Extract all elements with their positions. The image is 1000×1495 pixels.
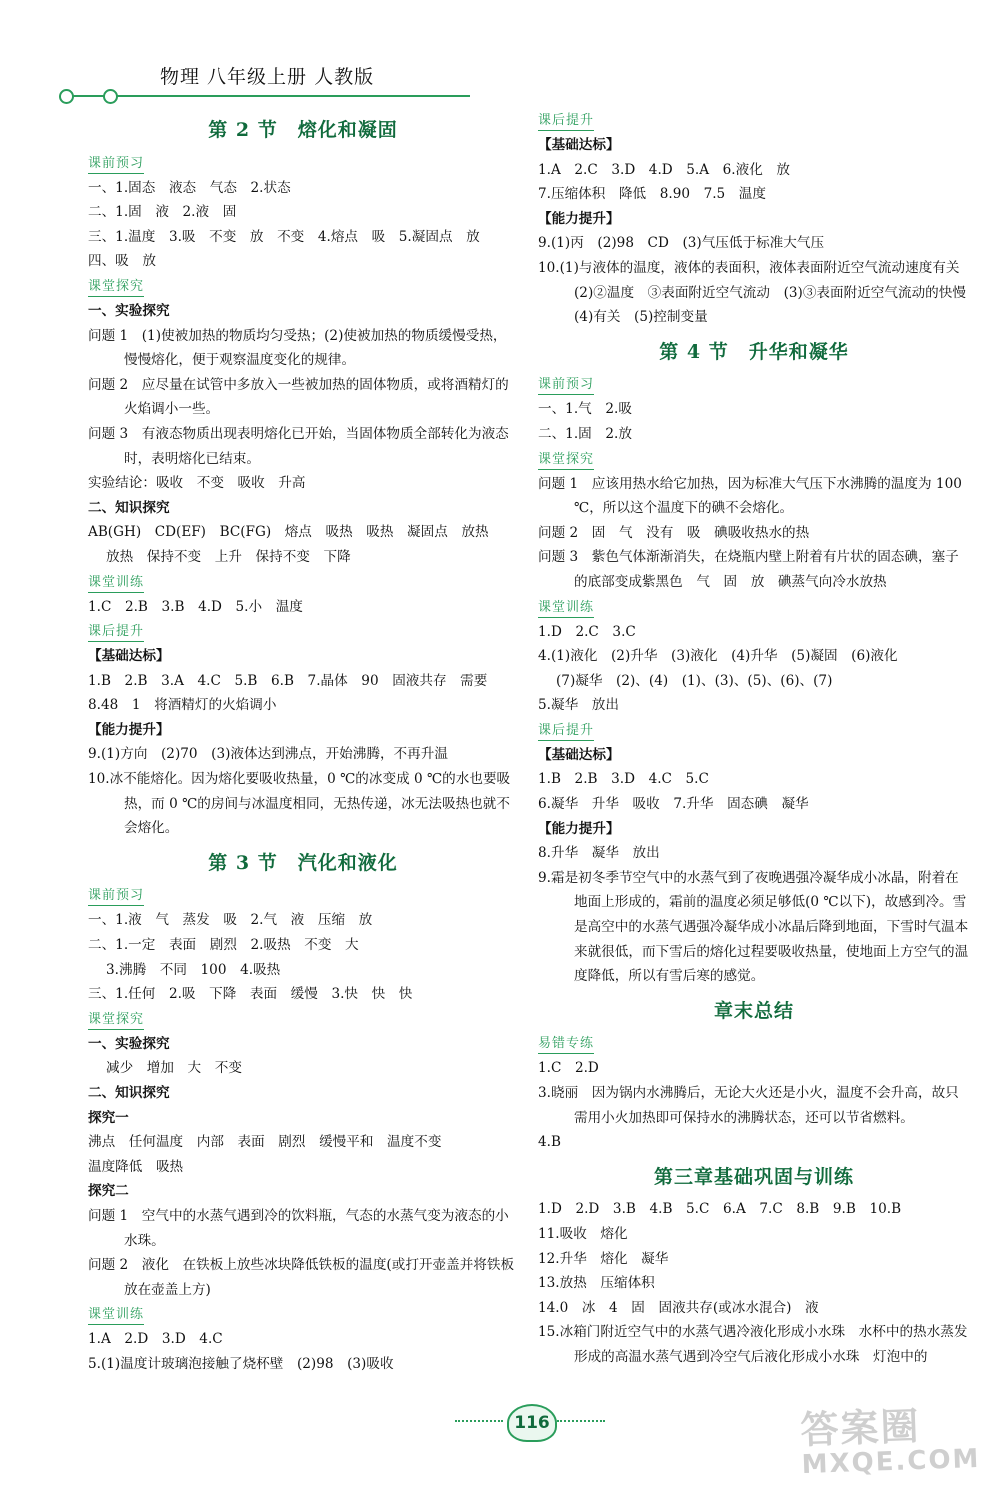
answer-line: 1.A 2.C 3.D 4.D 5.A 6.液化 放 bbox=[538, 161, 790, 178]
left-column bbox=[88, 108, 518, 1377]
answer-paragraph: 3.晓丽 因为锅内水沸腾后，无论大火还是小火，温度不会升高，故只需用小火加热即可保持水的沸腾状态，还可以节省燃料。 bbox=[538, 1085, 959, 1126]
answer-line: 5.(1)温度计玻璃泡接触了烧杯壁 (2)98 (3)吸收 bbox=[88, 1355, 394, 1372]
page-number: 116 bbox=[507, 1404, 557, 1442]
answer-paragraph: 问题 3 有液态物质出现表明熔化已开始，当固体物质全部转化为液态时，表明熔化已结束。 bbox=[88, 425, 509, 467]
page-number-dots bbox=[455, 1420, 503, 1422]
answer-line: 9.(1)丙 (2)98 CD (3)气压低于标准大气压 bbox=[538, 235, 825, 252]
answer-line: 7.压缩体积 降低 8.90 7.5 温度 bbox=[538, 186, 766, 203]
answer-line: 实验结论：吸收 不变 吸收 升高 bbox=[88, 475, 306, 492]
answer-paragraph: 问题 3 紫色气体渐渐消失，在烧瓶内壁上附着有片状的固态碘，塞子的底部变成紫黑色 气 固 放 碘蒸气向冷水放热 bbox=[538, 549, 959, 590]
answer-line: 1.C 2.D bbox=[538, 1060, 599, 1077]
page-number-badge bbox=[455, 1402, 605, 1442]
subsection-tag-row bbox=[88, 1302, 518, 1327]
page-header bbox=[55, 58, 470, 108]
subsection-tag-row bbox=[88, 274, 518, 299]
answer-paragraph: 问题 1 应该用热水给它加热，因为标准大气压下水沸腾的温度为 100 ℃，所以这个温度下的碘不会熔化。 bbox=[538, 475, 962, 517]
subheading: 【能力提升】 bbox=[538, 820, 620, 837]
answer-line: 问题 2 固 气 没有 吸 碘吸收热水的热 bbox=[538, 524, 810, 541]
right-column bbox=[538, 108, 980, 1370]
answer-line: 放热 保持不变 上升 保持不变 下降 bbox=[106, 548, 351, 565]
subsection-tag-row bbox=[538, 372, 970, 397]
subheading: 探究二 bbox=[88, 1183, 129, 1200]
answer-paragraph: 10.冰不能熔化。因为熔化要吸收热量，0 ℃的冰变成 0 ℃的水也要吸热，而 0 ℃的房间与冰温度相同，无热传递，冰无法吸热也就不会熔化。 bbox=[88, 771, 511, 837]
section-title: 第 4 节 升华和凝华 bbox=[659, 340, 849, 363]
answer-line: 9.(1)方向 (2)70 (3)液体达到沸点，开始沸腾，不再升温 bbox=[88, 746, 448, 763]
answer-line: 1.C 2.B 3.B 4.D 5.小 温度 bbox=[88, 598, 303, 615]
subsection-tag: 课堂探究 bbox=[88, 278, 144, 297]
header-ornament-dot bbox=[103, 89, 118, 104]
subheading: 【能力提升】 bbox=[538, 210, 620, 227]
page-number-dots bbox=[557, 1420, 605, 1422]
section-title: 第三章基础巩固与训练 bbox=[653, 1165, 854, 1188]
answer-line: 二、1.一定 表面 剧烈 2.吸热 不变 大 bbox=[88, 937, 359, 954]
answer-paragraph: 问题 2 应尽量在试管中多放入一些被加热的固体物质，或将酒精灯的火焰调小一些。 bbox=[88, 376, 509, 418]
answer-line: 一、1.气 2.吸 bbox=[538, 401, 632, 418]
subheading: 【基础达标】 bbox=[538, 746, 620, 763]
subheading: 【基础达标】 bbox=[538, 137, 620, 153]
answer-paragraph: 15.冰箱门附近空气中的水蒸气遇冷液化形成小水珠 水杯中的热水蒸发形成的高温水蒸气遇到冷空气后液化形成小水珠 灯泡中的 bbox=[538, 1324, 968, 1365]
subheading: 二、知识探究 bbox=[88, 499, 170, 516]
subheading: 【能力提升】 bbox=[88, 721, 170, 738]
subsection-tag-row bbox=[538, 718, 970, 743]
answer-line: 5.凝华 放出 bbox=[538, 697, 619, 714]
subsection-tag: 课堂训练 bbox=[88, 574, 144, 593]
answer-line: 二、1.固 2.放 bbox=[538, 425, 632, 442]
answer-line: 11.吸收 熔化 bbox=[538, 1225, 628, 1242]
answer-line: 1.B 2.B 3.A 4.C 5.B 6.B 7.晶体 90 固液共存 需要 bbox=[88, 672, 488, 689]
watermark-url: MXQE.COM bbox=[801, 1443, 982, 1481]
site-watermark bbox=[800, 1404, 981, 1480]
subsection-tag: 课前预习 bbox=[88, 155, 144, 174]
answer-line: 12.升华 熔化 凝华 bbox=[538, 1250, 669, 1267]
answer-paragraph: 问题 2 液化 在铁板上放些冰块降低铁板的温度(或打开壶盖并将铁板放在壶盖上方) bbox=[88, 1257, 515, 1298]
subsection-tag-row bbox=[88, 619, 518, 644]
header-title: 物理 八年级上册 人教版 bbox=[160, 66, 375, 88]
answer-paragraph: 问题 1 空气中的水蒸气遇到冷的饮料瓶，气态的水蒸气变为液态的小水珠。 bbox=[88, 1207, 509, 1249]
section-title: 第 3 节 汽化和液化 bbox=[208, 851, 398, 874]
answer-line: 三、1.温度 3.吸 不变 放 不变 4.熔点 吸 5.凝固点 放 bbox=[88, 228, 480, 245]
subsection-tag: 课堂探究 bbox=[88, 1011, 144, 1030]
answer-line: 14.0 冰 4 固 固液共存(或冰水混合) 液 bbox=[538, 1299, 819, 1316]
subheading: 一、实验探究 bbox=[88, 302, 170, 319]
answer-line: 1.D 2.C 3.C bbox=[538, 623, 636, 640]
subsection-tag-row bbox=[88, 151, 518, 176]
header-rule bbox=[65, 95, 470, 97]
section-title: 第 2 节 熔化和凝固 bbox=[208, 119, 398, 141]
answer-line: 4.(1)液化 (2)升华 (3)液化 (4)升华 (5)凝固 (6)液化 bbox=[538, 648, 898, 665]
subsection-tag-row bbox=[538, 108, 970, 133]
answer-line: 三、1.任何 2.吸 下降 表面 缓慢 3.快 快 快 bbox=[88, 986, 413, 1003]
answer-line: 一、1.液 气 蒸发 吸 2.气 液 压缩 放 bbox=[88, 912, 373, 929]
answer-line: 一、1.固态 液态 气态 2.状态 bbox=[88, 179, 291, 196]
subheading: 一、实验探究 bbox=[88, 1035, 170, 1052]
subsection-tag: 课后提升 bbox=[88, 623, 144, 642]
header-ornament-dot bbox=[59, 89, 74, 104]
answer-line: AB(GH) CD(EF) BC(FG) 熔点 吸热 吸热 凝固点 放热 bbox=[88, 524, 489, 541]
subsection-tag: 课后提升 bbox=[538, 722, 594, 741]
answer-line: (7)凝华 (2)、(4) (1)、(3)、(5)、(6)、(7) bbox=[556, 672, 833, 689]
subsection-tag: 课堂训练 bbox=[88, 1306, 144, 1325]
answer-paragraph: 9.霜是初冬季节空气中的水蒸气到了夜晚遇强冷凝华成小冰晶，附着在地面上形成的，霜前的温度必须足够低(0 ℃以下)，故感到冷。雪是高空中的水蒸气遇强冷凝华成小冰晶后降到地面，下雪时气温本来就很低，而下雪后的熔化过程要吸收热量，使地面上方空气的温度降低，所以有雪后寒的感觉。 bbox=[538, 869, 969, 985]
subsection-tag-row bbox=[538, 595, 970, 620]
subheading: 【基础达标】 bbox=[88, 648, 170, 665]
answer-line: 3.沸腾 不同 100 4.吸热 bbox=[106, 961, 281, 978]
answer-line: 8.48 1 将酒精灯的火焰调小 bbox=[88, 697, 277, 714]
section-title: 章末总结 bbox=[713, 999, 794, 1022]
subsection-tag: 课前预习 bbox=[538, 376, 594, 395]
answer-paragraph: 10.(1)与液体的温度，液体的表面积，液体表面附近空气流动速度有关 (2)②温度 ③表面附近空气流动 (3)③表面附近空气流动的快慢 (4)有关 (5)控制变量 bbox=[538, 259, 980, 326]
answer-line: 13.放热 压缩体积 bbox=[538, 1275, 655, 1292]
answer-line: 6.凝华 升华 吸收 7.升华 固态碘 凝华 bbox=[538, 796, 809, 813]
subsection-tag: 课前预习 bbox=[88, 887, 144, 906]
subsection-tag-row bbox=[88, 570, 518, 595]
answer-line: 1.D 2.D 3.B 4.B 5.C 6.A 7.C 8.B 9.B 10.B bbox=[538, 1201, 902, 1218]
watermark-logo-text: 答案圈 bbox=[800, 1403, 922, 1453]
answer-line: 1.A 2.D 3.D 4.C bbox=[88, 1331, 223, 1348]
answer-line: 4.B bbox=[538, 1134, 561, 1151]
answer-line: 二、1.固 液 2.液 固 bbox=[88, 204, 237, 221]
subsection-tag-row bbox=[88, 883, 518, 908]
answer-line: 1.B 2.B 3.D 4.C 5.C bbox=[538, 771, 709, 788]
answer-line: 四、吸 放 bbox=[88, 253, 156, 270]
subheading: 二、知识探究 bbox=[88, 1085, 170, 1101]
answer-line: 8.升华 凝华 放出 bbox=[538, 845, 660, 862]
subsection-tag: 课后提升 bbox=[538, 112, 594, 131]
subsection-tag: 易错专练 bbox=[538, 1035, 594, 1054]
subsection-tag-row bbox=[88, 1007, 518, 1032]
answer-line: 温度降低 吸热 bbox=[88, 1158, 184, 1175]
subsection-tag: 课堂探究 bbox=[538, 451, 594, 470]
answer-line: 减少 增加 大 不变 bbox=[106, 1060, 242, 1077]
subheading: 探究一 bbox=[88, 1109, 129, 1126]
subsection-tag-row bbox=[538, 447, 970, 472]
answer-line: 沸点 任何温度 内部 表面 剧烈 缓慢平和 温度不变 bbox=[88, 1134, 442, 1151]
subsection-tag: 课堂训练 bbox=[538, 599, 594, 618]
answer-paragraph: 问题 1 (1)使被加热的物质均匀受热；(2)使被加热的物质缓慢受热，慢慢熔化，便于观察温度变化的规律。 bbox=[88, 327, 507, 369]
subsection-tag-row bbox=[538, 1031, 970, 1056]
